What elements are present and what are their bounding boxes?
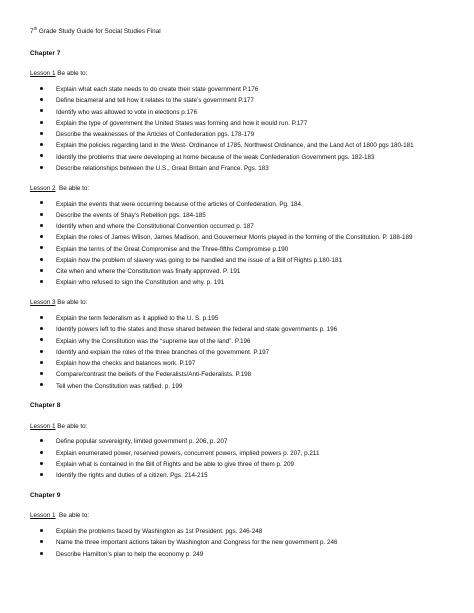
list-item xyxy=(30,472,450,480)
bullet-icon xyxy=(40,154,43,157)
bullet-icon xyxy=(40,529,43,532)
lesson-instruction: Be able to: xyxy=(55,70,88,78)
list-item-text: Identify and explain the roles of the three branches of the government. P.197 xyxy=(56,348,270,356)
bullet-icon xyxy=(40,98,43,101)
list-item xyxy=(30,315,450,323)
list-item xyxy=(30,109,450,117)
list-item xyxy=(30,86,450,94)
list-item-text: Define popular sovereignty, limited government p. 206, p. 207 xyxy=(56,438,228,446)
bullet-icon xyxy=(40,121,43,124)
lesson-heading xyxy=(30,512,450,520)
list-item xyxy=(30,551,450,559)
list-item-text: Tell when the Constitution was ratified. p. 199 xyxy=(56,382,183,390)
bullet-icon xyxy=(40,383,43,386)
chapter-title: Chapter 7 xyxy=(30,50,61,57)
list-item-text: Identify who was allowed to vote in elections p.176 xyxy=(56,108,198,116)
title-text: Grade Study Guide for Social Studies Final xyxy=(37,28,161,35)
list-item xyxy=(30,438,450,446)
list-item xyxy=(30,165,450,173)
document-title xyxy=(30,25,450,36)
list-item xyxy=(30,383,450,391)
bullet-icon xyxy=(40,473,43,476)
list-item-text: Explain what is contained in the Bill of Rights and be able to give three of them p. 209 xyxy=(56,460,295,468)
bullet-icon xyxy=(40,462,43,465)
list-item-text: Describe the weaknesses of the Articles of Confederation pgs. 178-179 xyxy=(56,131,255,139)
bullet-icon xyxy=(40,246,43,249)
objective-list xyxy=(30,86,450,173)
lesson-heading xyxy=(30,299,450,307)
bullet-icon xyxy=(40,361,43,364)
lesson-heading xyxy=(30,185,450,193)
bullet-icon xyxy=(40,132,43,135)
list-item-text: Explain why the Constitution was the “supreme law of the land”. P.196 xyxy=(56,337,251,345)
list-item-text: Describe the events of Shay’s Rebellion pgs. 184-185 xyxy=(56,211,206,219)
list-item xyxy=(30,371,450,379)
list-item-text: Define bicameral and tell how it relates to the state’s government P.177 xyxy=(56,97,254,105)
list-item-text: Explain how the checks and balances work. P.197 xyxy=(56,360,196,368)
bullet-icon xyxy=(40,280,43,283)
lesson-heading xyxy=(30,70,450,78)
bullet-icon xyxy=(40,258,43,261)
bullet-icon xyxy=(40,552,43,555)
list-item xyxy=(30,338,450,346)
lesson-label: Lesson 1 xyxy=(30,512,56,520)
lesson-instruction: Be able to: xyxy=(55,184,90,192)
bullet-icon xyxy=(40,201,43,204)
list-item xyxy=(30,360,450,368)
chapter-title: Chapter 9 xyxy=(30,492,61,500)
list-item-text: Identify when and where the Constitutional Convention occurred p. 187 xyxy=(56,223,254,231)
list-item-text: Explain what each state needs to do create their state government P.176 xyxy=(56,86,259,94)
list-item-text: Describe Hamilton’s plan to help the economy p. 249 xyxy=(56,550,204,558)
lesson-label: Lesson 2 xyxy=(30,184,56,192)
objective-list xyxy=(30,315,450,390)
list-item xyxy=(30,131,450,139)
document-content xyxy=(30,50,450,559)
list-item-text: Explain the events that were occurring because of the articles of Confederation. Pg. 184 xyxy=(56,200,302,208)
list-item-text: Compare/contrast the beliefs of the Federalists/Anti-Federalists. P.198 xyxy=(56,371,252,379)
lesson-heading xyxy=(30,423,450,431)
bullet-icon xyxy=(40,109,43,112)
lesson-instruction: Be able to: xyxy=(55,299,88,307)
bullet-icon xyxy=(40,213,43,216)
list-item-text: Explain the roles of James Wilson, James Madison, and Gouverneur Morris played in the forming of the Constitution. P. 188-189 xyxy=(56,234,413,242)
bullet-icon xyxy=(40,451,43,454)
objective-list xyxy=(30,528,450,558)
list-item-text: Explain how the problem of slavery was going to be handled and the issue of a Bill of Rights p.180-181 xyxy=(56,256,342,264)
list-item xyxy=(30,539,450,547)
list-item xyxy=(30,142,450,150)
list-item xyxy=(30,349,450,357)
list-item-text: Name the three important actions taken by Washington and Congress for the new government p. 246 xyxy=(56,539,338,547)
chapter-title: Chapter 8 xyxy=(30,402,61,410)
bullet-icon xyxy=(40,316,43,319)
bullet-icon xyxy=(40,166,43,169)
bullet-icon xyxy=(40,338,43,341)
list-item xyxy=(30,154,450,162)
bullet-icon xyxy=(40,235,43,238)
list-item xyxy=(30,97,450,105)
list-item-text: Explain the terms of the Great Compromise and the Three-fifths Compromise p.190 xyxy=(56,245,289,253)
list-item xyxy=(30,528,450,536)
title-grade-suffix: th xyxy=(33,25,38,31)
lesson-instruction: Be able to: xyxy=(55,512,90,520)
objective-list xyxy=(30,438,450,480)
list-item-text: Explain the term federalism as it applied to the U. S. p.195 xyxy=(56,315,219,323)
bullet-icon xyxy=(40,87,43,90)
list-item xyxy=(30,450,450,458)
list-item-text: Explain the problems faced by Washington as 1st President. pgs. 246-248 xyxy=(56,528,263,536)
objective-list xyxy=(30,201,450,288)
list-item xyxy=(30,257,450,265)
list-item-text: Explain the policies regarding land in the West- Ordinance of 1785, Northwest Ordinance, and the Land Act of 1800 pgs 180-181 xyxy=(56,142,414,150)
bullet-icon xyxy=(40,269,43,272)
list-item-text: Identify the problems that were developing at home because of the weak Confederation Government pgs. 182-183 xyxy=(56,153,375,161)
lesson-label: Lesson 1 xyxy=(30,422,56,430)
list-item-text: Identify the rights and duties of a citizen. Pgs. 214-215 xyxy=(56,472,208,480)
list-item-text: Explain enumerated power, reserved powers, concurrent powers, implied powers p. 207, p.211 xyxy=(56,449,320,457)
list-item xyxy=(30,120,450,128)
bullet-icon xyxy=(40,143,43,146)
bullet-icon xyxy=(40,540,43,543)
list-item xyxy=(30,234,450,242)
lesson-label: Lesson 3 xyxy=(30,299,56,307)
list-item xyxy=(30,326,450,334)
list-item xyxy=(30,212,450,220)
bullet-icon xyxy=(40,350,43,353)
lesson-label: Lesson 1 xyxy=(30,70,56,78)
list-item xyxy=(30,279,450,287)
list-item-text: Explain who refused to sign the Constitution and why. p. 191 xyxy=(56,279,225,287)
list-item-text: Explain the type of government the United States was forming and how it would run. P.177 xyxy=(56,119,308,127)
list-item-text: Identify powers left to the states and those shared between the federal and state governments p. 196 xyxy=(56,326,338,334)
list-item xyxy=(30,268,450,276)
lesson-instruction: Be able to: xyxy=(55,422,88,430)
bullet-icon xyxy=(40,372,43,375)
title-grade-number: 7 xyxy=(30,28,34,35)
bullet-icon xyxy=(40,439,43,442)
bullet-icon xyxy=(40,327,43,330)
list-item xyxy=(30,201,450,209)
bullet-icon xyxy=(40,224,43,227)
list-item xyxy=(30,223,450,231)
list-item xyxy=(30,461,450,469)
list-item-text: Cite when and where the Constitution was finally approved. P. 191 xyxy=(56,268,241,276)
list-item-text: Describe relationships between the U.S., Great Britain and France. Pgs. 183 xyxy=(56,164,269,172)
list-item xyxy=(30,246,450,254)
